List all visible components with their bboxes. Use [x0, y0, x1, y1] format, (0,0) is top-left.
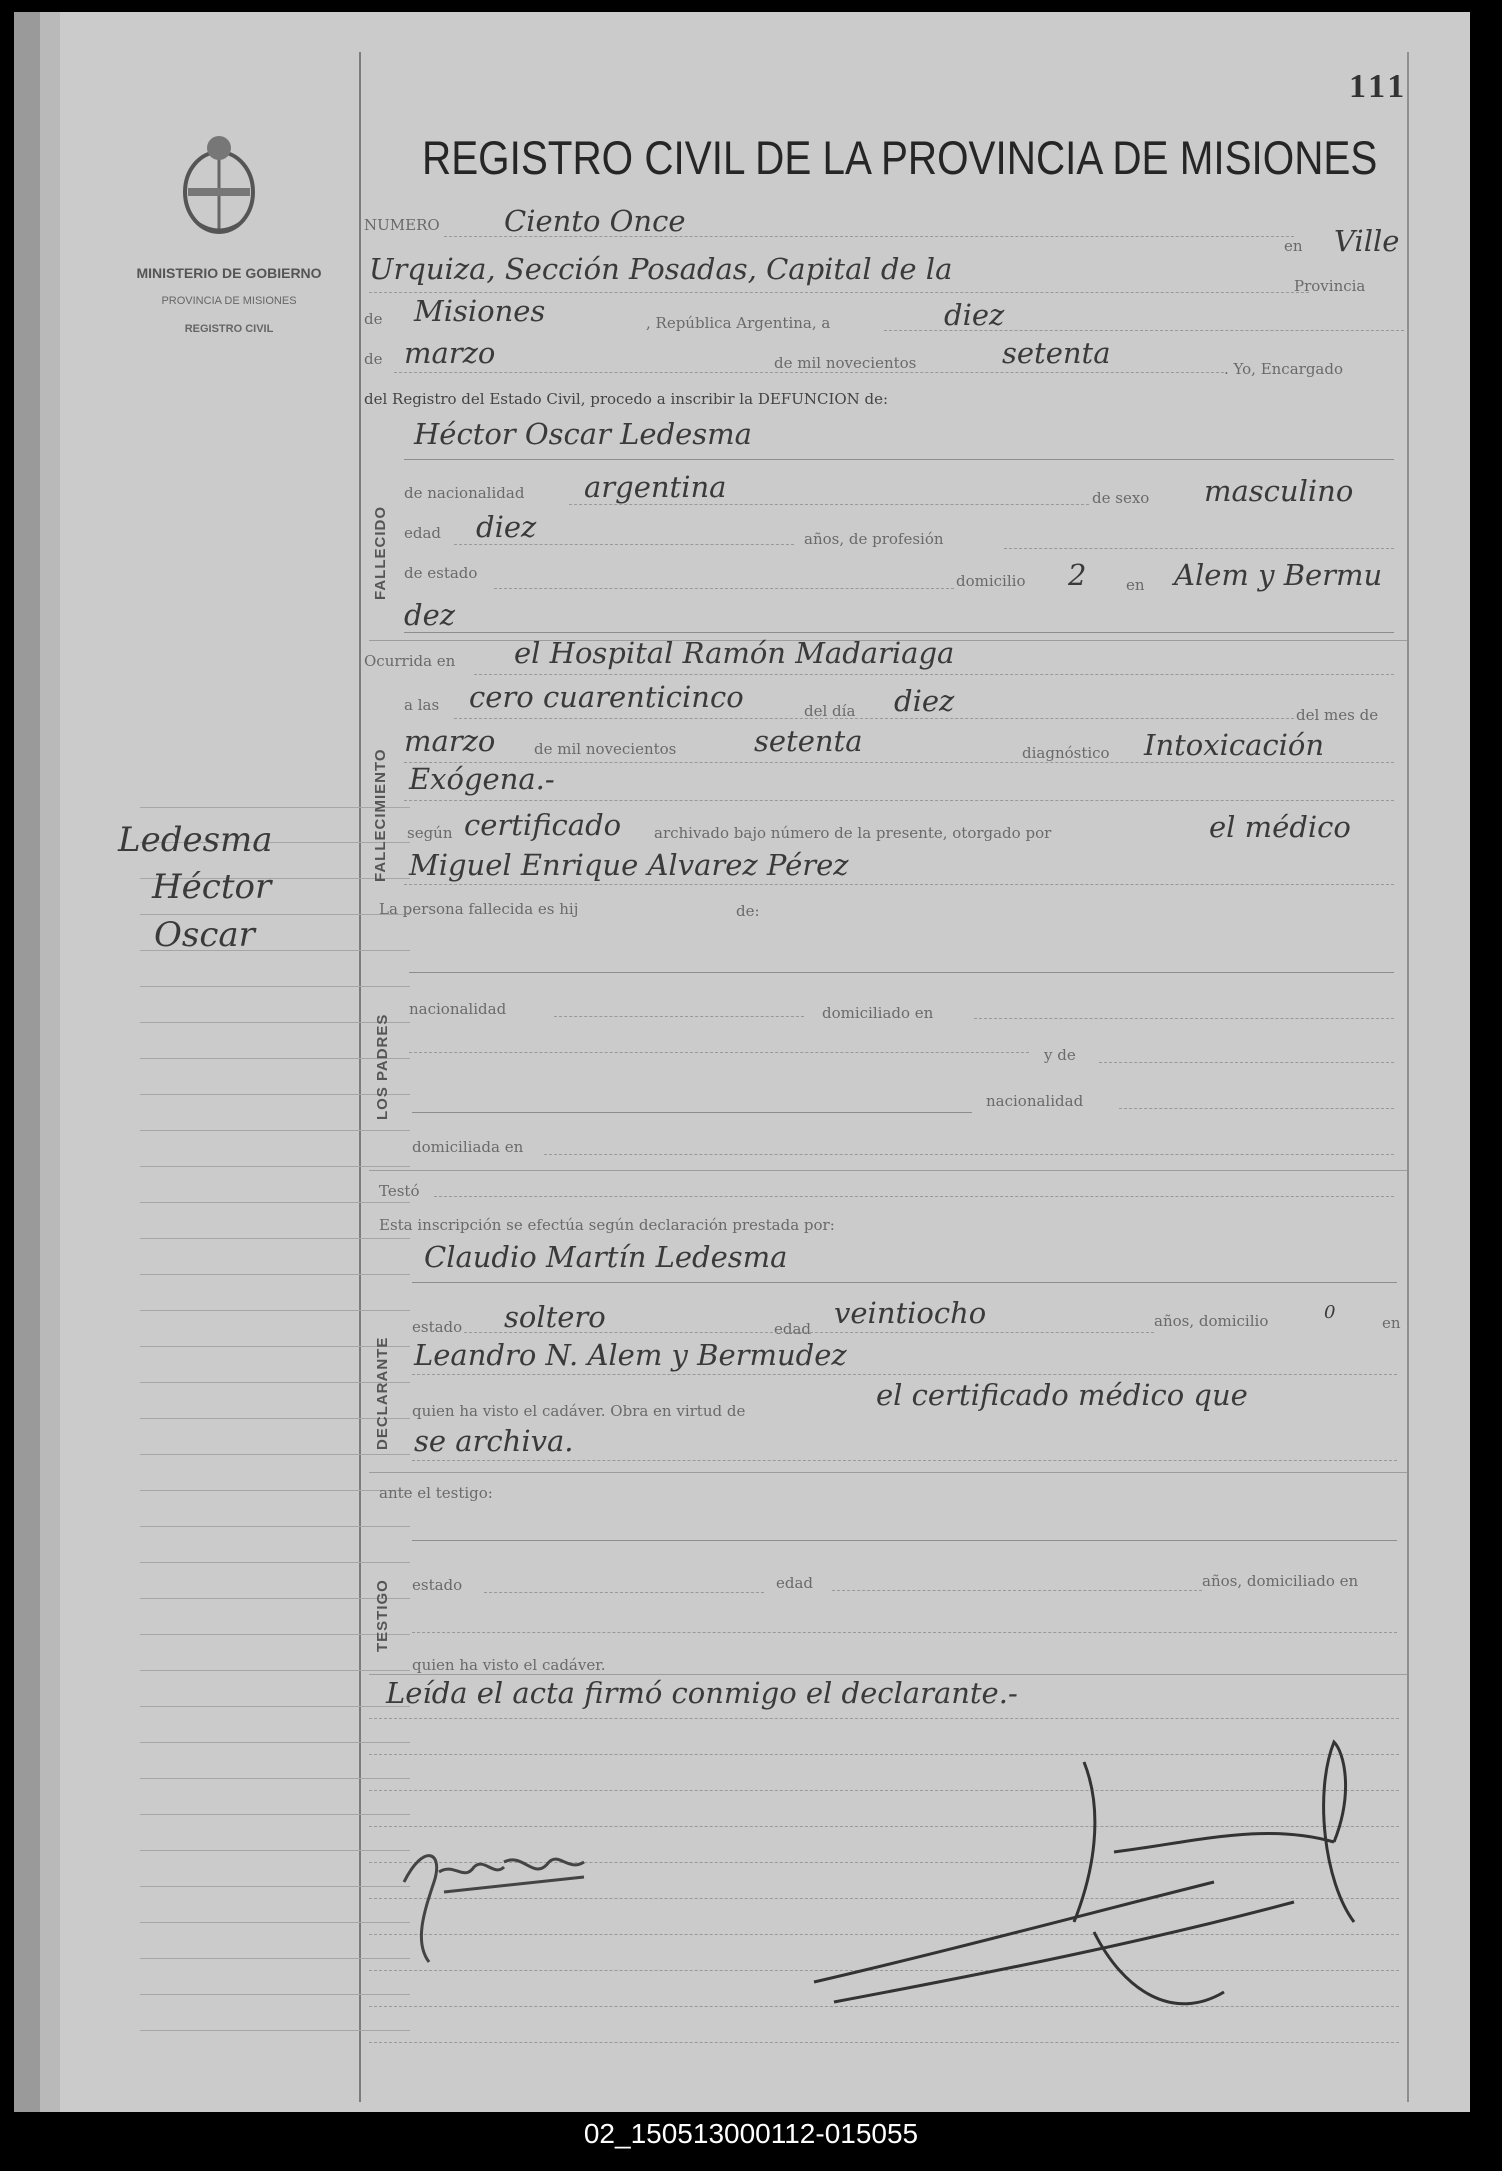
label-provincia: Provincia — [1294, 277, 1366, 295]
section-declarante: DECLARANTE — [374, 1336, 391, 1450]
value-mes-fallec: marzo — [404, 724, 496, 758]
value-domicilio-num: 2 — [1068, 558, 1087, 592]
value-mes: marzo — [404, 336, 496, 370]
label-de-mes: de — [364, 350, 383, 368]
margin-note-name2: Oscar — [154, 915, 255, 955]
page-number: 111 — [1349, 68, 1409, 105]
page-title: REGISTRO CIVIL DE LA PROVINCIA DE MISIONES — [422, 131, 1378, 184]
value-leida: Leída el acta firmó conmigo el declarante.- — [386, 1676, 1018, 1710]
label-ocurrida: Ocurrida en — [364, 652, 456, 670]
section-testigo: TESTIGO — [374, 1579, 391, 1652]
label-edad-t: edad — [776, 1574, 814, 1592]
label-anos-domicilio: años, domicilio — [1154, 1312, 1269, 1330]
label-en-domicilio: en — [1126, 576, 1145, 594]
label-anos-profesion: años, de profesión — [804, 530, 944, 548]
label-numero: NUMERO — [364, 216, 440, 234]
ministry-line1: MINISTERIO DE GOBIERNO — [136, 265, 322, 281]
label-del-dia: del día — [804, 702, 856, 720]
value-nombre: Héctor Oscar Ledesma — [414, 417, 752, 451]
label-estado-d: estado — [412, 1318, 463, 1336]
value-domicilio-calle: Alem y Bermu — [1174, 558, 1383, 592]
document-page — [14, 12, 1470, 2112]
label-mil-novecientos2: de mil novecientos — [534, 740, 677, 758]
value-edad: diez — [476, 510, 537, 544]
label-domiciliada: domiciliada en — [412, 1138, 524, 1156]
label-de-padres: de: — [736, 902, 760, 920]
label-del-mes: del mes de — [1296, 706, 1379, 724]
label-mil-novecientos: de mil novecientos — [774, 354, 917, 372]
value-nacionalidad: argentina — [584, 470, 727, 504]
label-esta-inscripcion: Esta inscripción se efectúa según declaración prestada por: — [379, 1216, 835, 1234]
declarant-signature — [384, 1822, 624, 1972]
value-estado-d: soltero — [504, 1300, 606, 1334]
margin-note-name1: Héctor — [152, 867, 272, 907]
section-fallecimiento: FALLECIMIENTO — [372, 748, 389, 882]
ministry-header — [84, 259, 374, 343]
label-de: de — [364, 310, 383, 328]
label-yo-encargado: . Yo, Encargado — [1224, 360, 1344, 378]
right-rule — [1407, 52, 1409, 2102]
value-hora: cero cuarenticinco — [469, 680, 744, 714]
label-quien-visto: quien ha visto el cadáver. Obra en virtud de — [412, 1402, 746, 1420]
value-diagnostico2: Exógena.- — [409, 762, 555, 796]
value-sexo: masculino — [1204, 474, 1354, 508]
value-provincia: Misiones — [414, 294, 546, 328]
label-y-de: y de — [1044, 1046, 1076, 1064]
label-archivado: archivado bajo número de la presente, otorgado por — [654, 824, 1052, 842]
label-domiciliado: domiciliado en — [822, 1004, 934, 1022]
value-domicilio-d2: Leandro N. Alem y Bermudez — [414, 1338, 847, 1372]
label-texto: Testó — [379, 1182, 420, 1200]
value-en-ville: Ville — [1334, 224, 1400, 258]
value-ano: setenta — [1002, 336, 1111, 370]
label-registro-line: del Registro del Estado Civil, procedo a inscribir la DEFUNCION de: — [364, 390, 889, 408]
label-edad: edad — [404, 524, 442, 542]
value-dia-fallec: diez — [894, 684, 955, 718]
scan-caption: 02_150513000112-015055 — [583, 2118, 919, 2149]
label-republica: , República Argentina, a — [646, 314, 831, 332]
value-numero: Ciento Once — [504, 204, 686, 238]
value-obra-virtud2: se archiva. — [414, 1424, 574, 1458]
label-a-las: a las — [404, 696, 440, 714]
value-domicilio-calle2: dez — [404, 598, 456, 632]
value-medico: el médico — [1209, 810, 1351, 844]
label-diagnostico: diagnóstico — [1022, 744, 1110, 762]
label-en: en — [1284, 237, 1303, 255]
value-dia: diez — [944, 298, 1005, 332]
value-certificado: certificado — [464, 808, 622, 842]
officer-signature — [794, 1732, 1394, 2032]
label-estado-t: estado — [412, 1576, 463, 1594]
label-edad-d: edad — [774, 1320, 812, 1338]
margin-note-surname: Ledesma — [118, 820, 273, 860]
label-ante-testigo: ante el testigo: — [379, 1484, 493, 1502]
value-medico2: Miguel Enrique Alvarez Pérez — [409, 848, 849, 882]
book-binding — [14, 12, 40, 2112]
label-domicilio: domicilio — [956, 572, 1026, 590]
national-seal-icon — [174, 130, 264, 240]
label-segun: según — [407, 824, 453, 842]
book-binding-edge — [40, 12, 60, 2112]
value-domicilio-d: 0 — [1324, 1302, 1336, 1323]
label-nacionalidad-m: nacionalidad — [986, 1092, 1084, 1110]
ministry-line3: REGISTRO CIVIL — [184, 323, 274, 335]
value-ocurrida: el Hospital Ramón Madariaga — [514, 636, 955, 670]
ministry-line2: PROVINCIA DE MISIONES — [161, 295, 297, 307]
label-quien-visto-t: quien ha visto el cadáver. — [412, 1656, 606, 1674]
section-padres: LOS PADRES — [374, 1013, 391, 1120]
section-fallecido: FALLECIDO — [372, 506, 389, 600]
label-en-d: en — [1382, 1314, 1401, 1332]
value-declarante: Claudio Martín Ledesma — [424, 1240, 788, 1274]
value-lugar: Urquiza, Sección Posadas, Capital de la — [369, 252, 953, 286]
label-nacionalidad: de nacionalidad — [404, 484, 525, 502]
label-estado: de estado — [404, 564, 478, 582]
value-obra-virtud: el certificado médico que — [876, 1378, 1248, 1412]
label-sexo: de sexo — [1092, 489, 1150, 507]
label-nacionalidad-p: nacionalidad — [409, 1000, 507, 1018]
value-diagnostico: Intoxicación — [1144, 728, 1325, 762]
value-edad-d: veintiocho — [834, 1296, 987, 1330]
label-anos-domiciliado: años, domiciliado en — [1202, 1572, 1359, 1590]
value-ano-fallec: setenta — [754, 724, 863, 758]
label-persona-fallecida: La persona fallecida es hij — [379, 900, 579, 918]
